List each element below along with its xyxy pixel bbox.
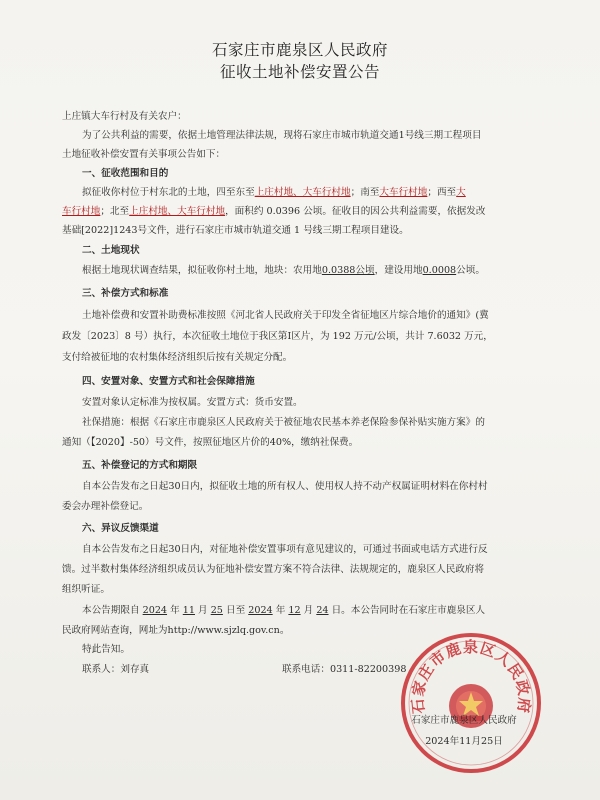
official-seal: [396, 628, 546, 778]
notice-period-line-1: 本公告期限自 2024 年 11 月 25 日至 2024 年 12 月 24 日。本公告同时在石家庄市鹿泉区人: [82, 605, 486, 616]
section-3-line-2: 政发〔2023〕8 号）执行，本次征收土地位于我区第Ⅰ区片，为 192 万元/公顷，共计 7.6032 万元，: [62, 331, 493, 342]
intro-line-1: 为了公共利益的需要，依据土地管理法律法规，现将石家庄市城市轨道交通1号线三期工程项目: [82, 130, 482, 141]
section-1-line-2: 车行村地；北至上庄村地、大车行村地，面积约 0.0396 公顷。征收目的因公共利益需要，依据发改: [62, 206, 486, 217]
section-4-line-3: 通知（【2020】-50）号文件，按照征地区片价的40%，缴纳社保费。: [62, 437, 359, 448]
section-4-line-2: 社保措施：根据《石家庄市鹿泉区人民政府关于被征地农民基本养老保险参保补贴实施方案》的: [82, 417, 485, 428]
section-2-heading: 二、土地现状: [82, 245, 140, 256]
section-3-line-1: 土地补偿费和安置补助费标准按照《河北省人民政府关于印发全省征地区片综合地价的通知》(冀: [82, 310, 489, 321]
section-6-line-2: 馈。过半数村集体经济组织成员认为征地补偿安置方案不符合法律、法规规定的，鹿泉区人民政府将: [62, 564, 485, 575]
section-1-heading: 一、征收范围和目的: [82, 168, 169, 179]
addressee: 上庄镇大车行村及有关农户：: [62, 111, 187, 122]
closing-text: 特此告知。: [82, 644, 130, 655]
intro-line-2: 土地征收补偿安置有关事项公告如下：: [62, 149, 226, 160]
section-2-line-1: 根据土地现状调查结果，拟征收你村土地，地块：农用地0.0388公顷，建设用地0.0008公顷。: [82, 265, 485, 276]
section-1-line-3: 基础[2022]1243号文件，进行石家庄市城市轨道交通 1 号线三期工程项目建设。: [62, 225, 409, 236]
seal-text: 石家庄市鹿泉区人民政府: [408, 638, 534, 715]
section-6-line-1: 自本公告发布之日起30日内，对征地补偿安置事项有意见建议的，可通过书面或电话方式进行反: [82, 544, 488, 555]
contact-phone: 联系电话：0311-82200398: [282, 664, 407, 675]
issuer-title: 石家庄市鹿泉区人民政府: [211, 41, 388, 59]
section-5-line-2: 委会办理补偿登记。: [62, 501, 149, 512]
notice-period-line-2: 民政府网站查询，网址为http://www.sjzlq.gov.cn。: [62, 625, 290, 636]
section-5-line-1: 自本公告发布之日起30日内，拟征收土地的所有权人、使用权人持不动产权属证明材料在你村村: [82, 481, 488, 492]
section-4-heading: 四、安置对象、安置方式和社会保障措施: [82, 376, 255, 387]
section-5-heading: 五、补偿登记的方式和期限: [82, 460, 198, 471]
section-6-line-3: 组织听证。: [62, 584, 110, 595]
contact-person: 联系人：刘存真: [82, 664, 150, 675]
section-4-line-1: 安置对象认定标准为按权属。安置方式：货币安置。: [82, 397, 303, 408]
signature-date: 2024年11月25日: [425, 736, 503, 747]
section-1-line-1: 拟征收你村位于村东北的土地，四至东至上庄村地、大车行村地；南至大车行村地；西至大: [82, 187, 466, 198]
section-3-line-3: 支付给被征地的农村集体经济组织后按有关规定分配。: [62, 352, 293, 363]
signature-organization: 石家庄市鹿泉区人民政府: [411, 715, 517, 726]
notice-title: 征收土地补偿安置公告: [219, 63, 380, 81]
section-3-heading: 三、补偿方式和标准: [82, 288, 169, 299]
section-6-heading: 六、异议反馈渠道: [82, 523, 159, 534]
